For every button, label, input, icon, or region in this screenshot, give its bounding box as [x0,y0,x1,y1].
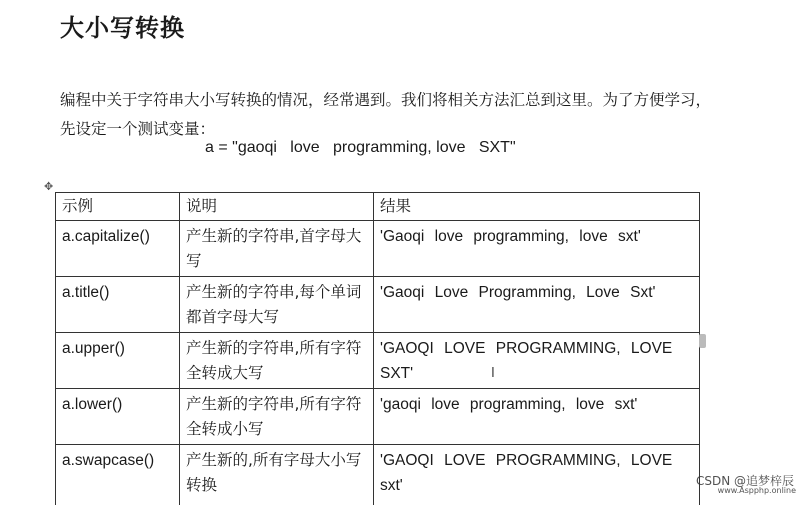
cell-result: 'Gaoqi Love Programming, Love Sxt' [374,277,700,333]
header-example: 示例 [56,193,180,221]
watermark: CSDN @追梦梓辰 [696,472,794,489]
table-row [56,221,700,277]
header-description: 说明 [180,193,374,221]
cell-description: 产生新的字符串,每个单词都首字母大写 [180,277,374,333]
case-conversion-table [55,192,700,505]
text-cursor-icon: I [491,366,495,381]
table-row [56,445,700,505]
table-row [56,389,700,445]
cell-example: a.title() [56,277,180,333]
cell-example: a.lower() [56,389,180,445]
cell-description: 产生新的,所有字母大小写转换 [180,445,374,505]
header-result: 结果 [374,193,700,221]
table-resize-handle[interactable] [699,334,706,348]
table-header-row [56,193,700,221]
table-move-handle-icon[interactable]: ✥ [44,180,53,193]
test-variable-code: a = "gaoqi love programming, love SXT" [205,139,516,157]
document-title: 大小写转换 [60,8,185,43]
cell-example: a.upper() [56,333,180,389]
cell-result: 'GAOQI LOVE PROGRAMMING, LOVE sxt' [374,445,700,505]
watermark-small: www.Aspphp.online [718,486,796,495]
intro-paragraph: 编程中关于字符串大小写转换的情况，经常遇到。我们将相关方法汇总到这里。为了方便学习，先设定一个测试变量： [60,86,720,144]
cell-result: 'Gaoqi love programming, love sxt' [374,221,700,277]
cell-description: 产生新的字符串,首字母大写 [180,221,374,277]
cell-description: 产生新的字符串,所有字符全转成大写 [180,333,374,389]
cell-result: 'GAOQI LOVE PROGRAMMING, LOVE SXT' [374,333,700,389]
cell-description: 产生新的字符串,所有字符全转成小写 [180,389,374,445]
cell-example: a.capitalize() [56,221,180,277]
table-row [56,333,700,389]
cell-result: 'gaoqi love programming, love sxt' [374,389,700,445]
table-row [56,277,700,333]
cell-example: a.swapcase() [56,445,180,505]
